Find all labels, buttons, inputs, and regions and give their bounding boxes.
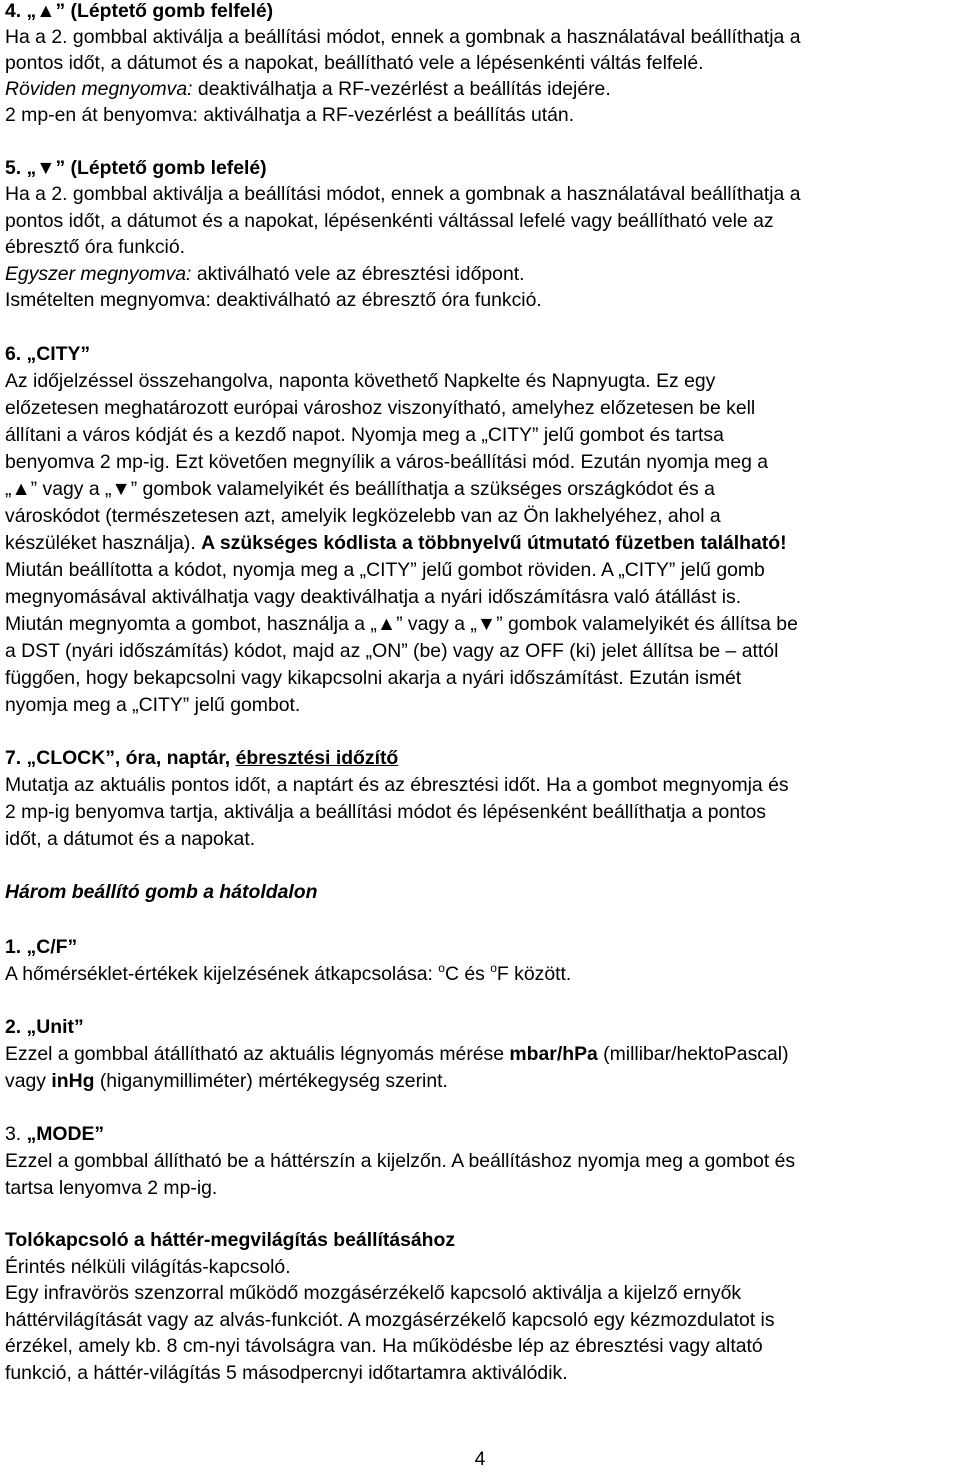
arrow-up-icon: ▲ xyxy=(376,613,397,635)
cf-line-1 xyxy=(5,963,571,985)
text-fragment: Miután megnyomta a gombot, használja a „ xyxy=(5,613,377,635)
text-fragment: A hőmérséklet-értékek kijelzésének átkapcsolása: xyxy=(5,963,439,985)
section-4-line-4: 2 mp-en át benyomva: aktiválhatja a RF-vezérlést a beállítás után. xyxy=(5,104,575,126)
cf-heading: 1. „C/F” xyxy=(5,936,78,958)
section-7-line-2: 2 mp-ig benyomva tartja, aktiválja a beállítási módot és lépésenként beállíthatja a pontos xyxy=(5,801,766,823)
arrow-up-icon: ▲ xyxy=(36,0,56,22)
section-6-line-5 xyxy=(5,478,715,500)
text-fragment: ” gombok valamelyikét és beállíthatja a szükséges országkódot és a xyxy=(130,478,715,500)
section-6-line-1: Az időjelzéssel összehangolva, naponta követhető Napkelte és Napnyugta. Ez egy xyxy=(5,370,716,392)
section-5-line-3: ébresztő óra funkció. xyxy=(5,236,185,258)
unit-heading: 2. „Unit” xyxy=(5,1016,84,1038)
mode-line-1: Ezzel a gombbal állítható be a háttérszín a kijelzőn. A beállításhoz nyomja meg a gombot és xyxy=(5,1150,796,1172)
mode-heading xyxy=(5,1123,104,1145)
slide-line-2: Egy infravörös szenzorral működő mozgásérzékelő kapcsoló aktiválja a kijelző ernyők xyxy=(5,1282,742,1304)
slide-line-4: érzékel, amely kb. 8 cm-nyi távolságra van. Ha működésbe lép az ébresztési vagy altató xyxy=(5,1335,763,1357)
heading-label: ” (Léptető gomb lefelé) xyxy=(55,157,267,179)
text-fragment: (millibar/hektoPascal) xyxy=(597,1043,789,1065)
section-4-line-2: pontos időt, a dátumot és a napokat, beállítható vele a lépésenkénti váltás felfelé. xyxy=(5,52,704,74)
section-7-line-3: időt, a dátumot és a napokat. xyxy=(5,828,256,850)
section-6-line-9: megnyomásával aktiválhatja vagy deaktiválhatja a nyári időszámításra való átállást is. xyxy=(5,586,742,608)
section-6-line-3: állítani a város kódját és a kezdő napot. Nyomja meg a „CITY” jelű gombot és tartsa xyxy=(5,424,724,446)
single-press-text: aktiválható vele az ébresztési időpont. xyxy=(191,263,525,285)
text-fragment: ” vagy a „ xyxy=(396,613,477,635)
unit-line-2 xyxy=(5,1070,448,1092)
section-5-line-2: pontos időt, a dátumot és a napokat, lépésenkénti váltással lefelé vagy beállítható vele az xyxy=(5,210,774,232)
slide-line-3: háttérvilágítását vagy az alvás-funkciót. A mozgásérzékelő kapcsoló egy kézmozdulatot is xyxy=(5,1309,775,1331)
text-fragment: vagy xyxy=(5,1070,52,1092)
section-6-line-10 xyxy=(5,613,798,635)
section-6-line-6: városkódot (természetesen azt, amelyik legközelebb van az Ön lakhelyéhez, ahol a xyxy=(5,505,721,527)
section-6-line-8: Miután beállította a kódot, nyomja meg a „CITY” jelű gombot röviden. A „CITY” jelű gomb xyxy=(5,559,765,581)
arrow-down-icon: ▼ xyxy=(36,157,56,179)
section-6-line-12: függően, hogy bekapcsolni vagy kikapcsolni akarja a nyári időszámítást. Ezután ismét xyxy=(5,667,742,689)
heading-underlined: ébresztési időzítő xyxy=(235,747,399,769)
short-press-text: deaktiválhatja a RF-vezérlést a beállítás idejére. xyxy=(192,78,611,100)
slide-line-1: Érintés nélküli világítás-kapcsoló. xyxy=(5,1256,291,1278)
heading-number: 3. xyxy=(5,1123,27,1145)
arrow-down-icon: ▼ xyxy=(476,613,497,635)
heading-prefix: 5. „ xyxy=(5,157,37,179)
slide-switch-heading: Tolókapcsoló a háttér-megvilágítás beállításához xyxy=(5,1229,456,1251)
mode-line-2: tartsa lenyomva 2 mp-ig. xyxy=(5,1177,218,1199)
degree-sup: o xyxy=(490,961,497,975)
slide-line-5: funkció, a háttér-világítás 5 másodpercnyi időtartamra aktiválódik. xyxy=(5,1362,568,1384)
section-6-line-13: nyomja meg a „CITY” jelű gombot. xyxy=(5,694,301,716)
text-fragment: C és xyxy=(444,963,491,985)
short-press-label: Röviden megnyomva: xyxy=(5,78,193,100)
code-list-note: A szükséges kódlista a többnyelvű útmutató füzetben található! xyxy=(201,532,787,554)
section-6-line-11: a DST (nyári időszámítás) kódot, majd az „ON” (be) vagy az OFF (ki) jelet állítsa be – attól xyxy=(5,640,779,662)
text-fragment: ” gombok valamelyikét és állítsa be xyxy=(496,613,798,635)
section-5-line-5: Ismételten megnyomva: deaktiválható az ébresztő óra funkció. xyxy=(5,289,542,311)
arrow-up-icon: ▲ xyxy=(11,478,31,500)
text-fragment: ” vagy a „ xyxy=(30,478,112,500)
text-fragment: F között. xyxy=(496,963,572,985)
section-6-line-4: benyomva 2 mp-ig. Ezt követően megnyílik a város-beállítási mód. Ezután nyomja meg a xyxy=(5,451,769,473)
heading-label: ” (Léptető gomb felfelé) xyxy=(55,0,274,22)
degree-sup: o xyxy=(438,961,445,975)
unit-line-1 xyxy=(5,1043,789,1065)
arrow-down-icon: ▼ xyxy=(111,478,131,500)
text-fragment: (higanymilliméter) mértékegység szerint. xyxy=(94,1070,448,1092)
quote-open: „ xyxy=(5,478,12,500)
text-fragment: Ezzel a gombbal átállítható az aktuális légnyomás mérése xyxy=(5,1043,510,1065)
section-6-heading: 6. „CITY” xyxy=(5,343,91,365)
section-5-line-4 xyxy=(5,263,525,285)
unit-inhg: inHg xyxy=(51,1070,95,1092)
section-4-heading xyxy=(5,0,273,22)
unit-mbar: mbar/hPa xyxy=(509,1043,598,1065)
back-buttons-heading: Három beállító gomb a hátoldalon xyxy=(5,881,318,903)
heading-prefix: 4. „ xyxy=(5,0,37,22)
section-7-heading xyxy=(5,747,398,769)
text-fragment: készüléket használja). xyxy=(5,532,202,554)
heading-label: 7. „CLOCK”, óra, naptár, xyxy=(5,747,236,769)
section-4-line-1: Ha a 2. gombbal aktiválja a beállítási módot, ennek a gombnak a használatával beállíthatja a xyxy=(5,26,801,48)
heading-label: „MODE” xyxy=(26,1123,105,1145)
page-number: 4 xyxy=(474,1448,486,1470)
section-5-line-1: Ha a 2. gombbal aktiválja a beállítási módot, ennek a gombnak a használatával beállíthatja a xyxy=(5,183,801,205)
section-7-line-1: Mutatja az aktuális pontos időt, a naptárt és az ébresztési időt. Ha a gombot megnyomja és xyxy=(5,774,789,796)
section-6-line-7 xyxy=(5,532,787,554)
single-press-label: Egyszer megnyomva: xyxy=(5,263,192,285)
section-5-heading xyxy=(5,157,267,179)
section-6-line-2: előzetesen meghatározott európai városhoz viszonyítható, amelyhez előzetesen be kell xyxy=(5,397,756,419)
section-4-line-3 xyxy=(5,78,611,100)
